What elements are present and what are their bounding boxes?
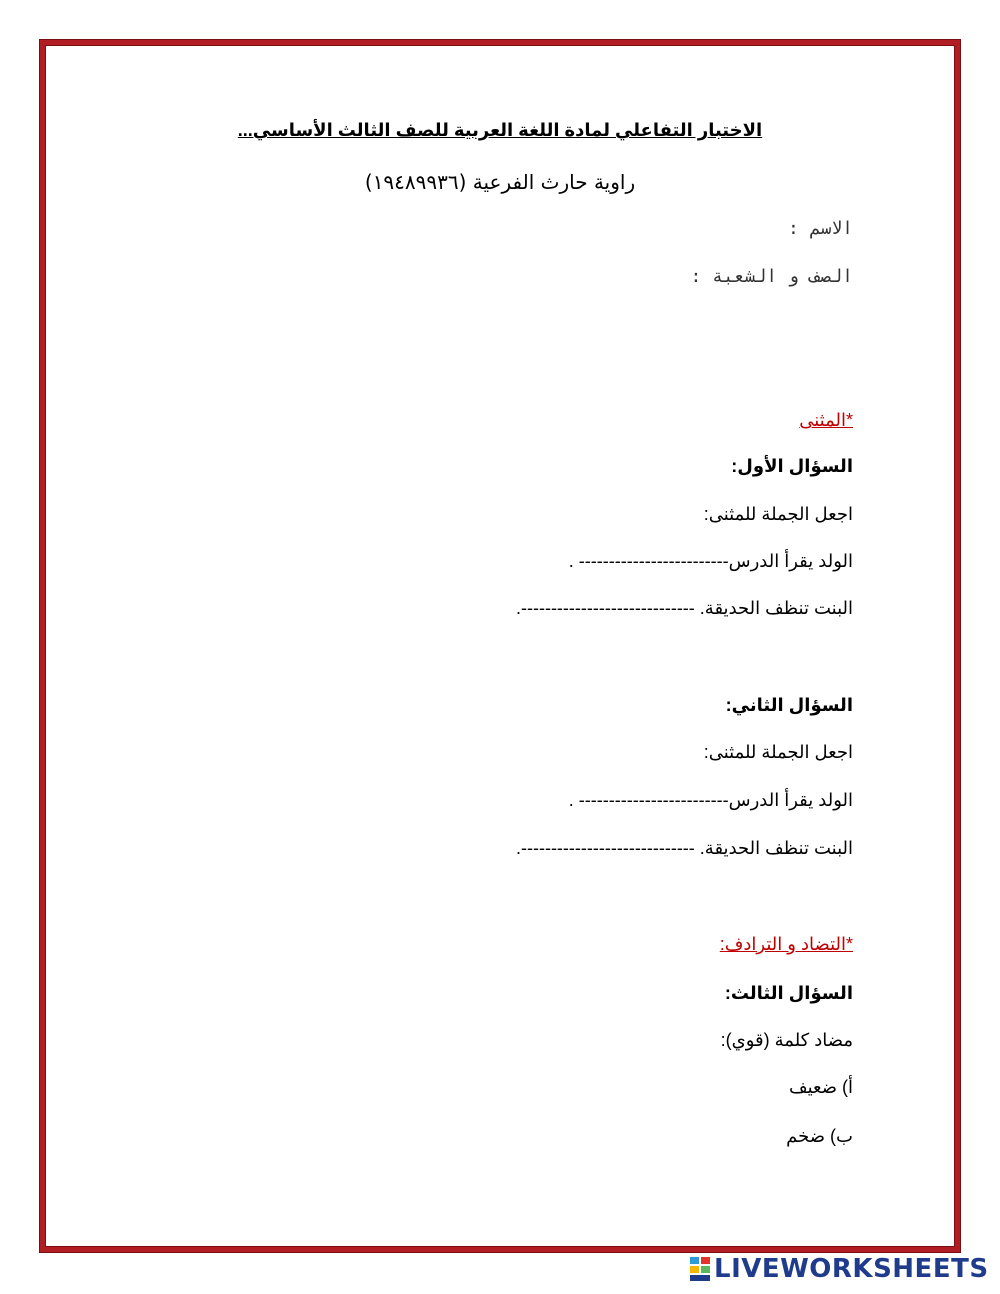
- student-name-label: الاسم :: [787, 218, 853, 239]
- question-2-sentence-2[interactable]: البنت تنظف الحديقة. -----------------------------.: [515, 838, 853, 858]
- liveworksheets-logo-icon: [690, 1257, 710, 1281]
- question-1-sentence-2[interactable]: البنت تنظف الحديقة. -----------------------------.: [515, 598, 853, 618]
- question-3-option-a[interactable]: أ) ضعيف: [788, 1077, 853, 1097]
- question-2-sentence-1[interactable]: الولد يقرأ الدرس------------------------- .: [568, 790, 853, 810]
- question-1-instruction: اجعل الجملة للمثنى:: [703, 504, 853, 524]
- question-1-title: السؤال الأول:: [731, 456, 853, 476]
- question-1-sentence-1[interactable]: الولد يقرأ الدرس------------------------- .: [568, 551, 853, 571]
- section-dual-heading: *المثنى: [799, 410, 853, 430]
- question-3-title: السؤال الثالث:: [724, 983, 853, 1003]
- question-3-option-b[interactable]: ب) ضخم: [786, 1126, 853, 1146]
- question-3-prompt: مضاد كلمة (قوي):: [720, 1030, 853, 1050]
- liveworksheets-logo-text: LIVEWORKSHEETS: [714, 1254, 989, 1284]
- liveworksheets-logo: [690, 1254, 989, 1284]
- section-antonym-synonym-heading: *التضاد و الترادف:: [719, 934, 853, 954]
- question-2-title: السؤال الثاني:: [725, 695, 853, 715]
- question-2-instruction: اجعل الجملة للمثنى:: [703, 742, 853, 762]
- worksheet-title: الاختبار التفاعلي لمادة اللغة العربية للصف الثالث الأساسي...: [237, 120, 763, 140]
- teacher-name: راوية حارث الفرعية (١٩٤٨٩٩٣٦): [364, 170, 636, 194]
- class-section-label: الصف و الشعبة :: [690, 266, 853, 287]
